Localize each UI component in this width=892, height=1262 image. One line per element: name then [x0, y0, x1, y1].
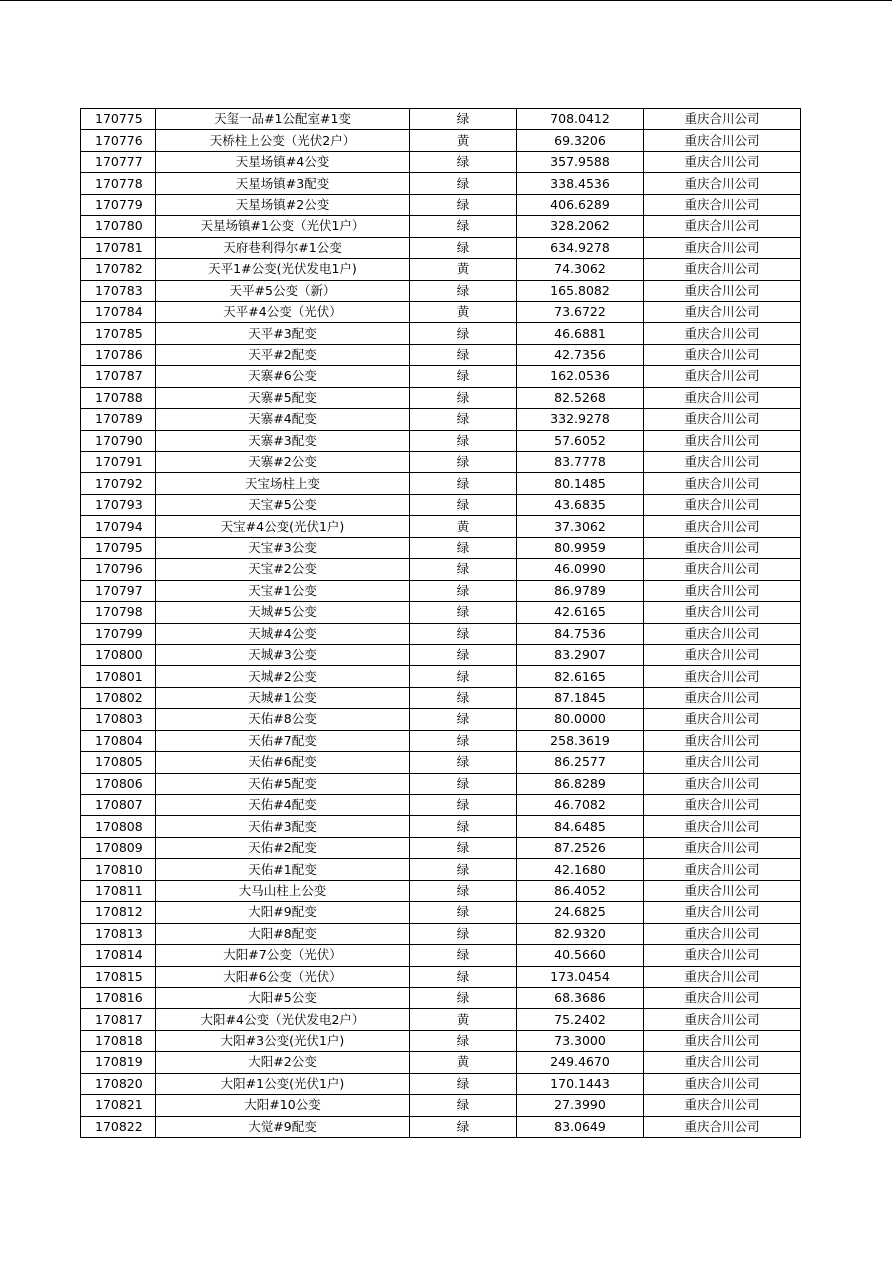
row-name-cell: 天平#3配变: [156, 323, 410, 344]
row-value-cell: 42.7356: [517, 344, 644, 365]
row-id-cell: 170796: [81, 559, 156, 580]
row-company-cell: 重庆合川公司: [644, 945, 801, 966]
table-row: [81, 709, 801, 730]
row-value-cell: 87.1845: [517, 687, 644, 708]
row-company-cell: 重庆合川公司: [644, 752, 801, 773]
row-name-cell: 天宝#1公变: [156, 580, 410, 601]
table-row: [81, 945, 801, 966]
row-id-cell: 170798: [81, 602, 156, 623]
row-name-cell: 天府巷利得尔#1公变: [156, 237, 410, 258]
row-company-cell: 重庆合川公司: [644, 323, 801, 344]
row-company-cell: 重庆合川公司: [644, 516, 801, 537]
table-row: [81, 880, 801, 901]
row-id-cell: 170814: [81, 945, 156, 966]
row-status-color-cell: 绿: [410, 666, 517, 687]
table-row: [81, 301, 801, 322]
row-id-cell: 170801: [81, 666, 156, 687]
row-company-cell: 重庆合川公司: [644, 623, 801, 644]
row-status-color-cell: 绿: [410, 902, 517, 923]
row-name-cell: 大阳#5公变: [156, 987, 410, 1008]
table-row: [81, 602, 801, 623]
table-row: [81, 237, 801, 258]
row-status-color-cell: 绿: [410, 366, 517, 387]
row-status-color-cell: 绿: [410, 859, 517, 880]
row-id-cell: 170803: [81, 709, 156, 730]
row-company-cell: 重庆合川公司: [644, 494, 801, 515]
row-company-cell: 重庆合川公司: [644, 1009, 801, 1030]
row-company-cell: 重庆合川公司: [644, 859, 801, 880]
row-company-cell: 重庆合川公司: [644, 1116, 801, 1137]
row-id-cell: 170820: [81, 1073, 156, 1094]
row-status-color-cell: 绿: [410, 837, 517, 858]
row-name-cell: 天寨#6公变: [156, 366, 410, 387]
table-row: [81, 1030, 801, 1051]
row-id-cell: 170802: [81, 687, 156, 708]
row-company-cell: 重庆合川公司: [644, 1030, 801, 1051]
row-id-cell: 170787: [81, 366, 156, 387]
row-company-cell: 重庆合川公司: [644, 709, 801, 730]
row-value-cell: 634.9278: [517, 237, 644, 258]
row-company-cell: 重庆合川公司: [644, 173, 801, 194]
row-status-color-cell: 绿: [410, 109, 517, 130]
row-value-cell: 73.3000: [517, 1030, 644, 1051]
row-name-cell: 天寨#5配变: [156, 387, 410, 408]
row-status-color-cell: 绿: [410, 280, 517, 301]
row-company-cell: 重庆合川公司: [644, 1073, 801, 1094]
row-value-cell: 83.2907: [517, 644, 644, 665]
row-company-cell: 重庆合川公司: [644, 773, 801, 794]
row-value-cell: 46.6881: [517, 323, 644, 344]
row-company-cell: 重庆合川公司: [644, 559, 801, 580]
row-name-cell: 天桥柱上公变（光伏2户）: [156, 130, 410, 151]
row-company-cell: 重庆合川公司: [644, 259, 801, 280]
row-company-cell: 重庆合川公司: [644, 1052, 801, 1073]
row-status-color-cell: 绿: [410, 987, 517, 1008]
row-id-cell: 170791: [81, 452, 156, 473]
row-value-cell: 74.3062: [517, 259, 644, 280]
table-row: [81, 644, 801, 665]
row-status-color-cell: 绿: [410, 795, 517, 816]
row-value-cell: 82.5268: [517, 387, 644, 408]
row-status-color-cell: 绿: [410, 752, 517, 773]
row-value-cell: 83.0649: [517, 1116, 644, 1137]
row-value-cell: 73.6722: [517, 301, 644, 322]
table-row: [81, 130, 801, 151]
row-id-cell: 170785: [81, 323, 156, 344]
row-company-cell: 重庆合川公司: [644, 880, 801, 901]
row-value-cell: 86.8289: [517, 773, 644, 794]
row-id-cell: 170815: [81, 966, 156, 987]
row-status-color-cell: 绿: [410, 966, 517, 987]
row-status-color-cell: 绿: [410, 602, 517, 623]
table-row: [81, 452, 801, 473]
row-company-cell: 重庆合川公司: [644, 409, 801, 430]
row-name-cell: 天佑#8公变: [156, 709, 410, 730]
row-name-cell: 天佑#3配变: [156, 816, 410, 837]
row-value-cell: 258.3619: [517, 730, 644, 751]
table-row: [81, 730, 801, 751]
row-status-color-cell: 绿: [410, 237, 517, 258]
row-company-cell: 重庆合川公司: [644, 216, 801, 237]
table-body: [81, 109, 801, 1138]
row-name-cell: 天平#5公变（新）: [156, 280, 410, 301]
row-name-cell: 大阳#10公变: [156, 1095, 410, 1116]
table-row: [81, 216, 801, 237]
transformer-table: [80, 108, 801, 1138]
table-row: [81, 987, 801, 1008]
row-value-cell: 42.1680: [517, 859, 644, 880]
row-value-cell: 37.3062: [517, 516, 644, 537]
row-id-cell: 170797: [81, 580, 156, 601]
table-row: [81, 773, 801, 794]
row-value-cell: 708.0412: [517, 109, 644, 130]
row-status-color-cell: 绿: [410, 730, 517, 751]
row-status-color-cell: 绿: [410, 623, 517, 644]
row-status-color-cell: 绿: [410, 559, 517, 580]
row-status-color-cell: 黄: [410, 1009, 517, 1030]
row-name-cell: 天城#5公变: [156, 602, 410, 623]
row-id-cell: 170795: [81, 537, 156, 558]
row-value-cell: 46.0990: [517, 559, 644, 580]
row-value-cell: 332.9278: [517, 409, 644, 430]
row-value-cell: 86.4052: [517, 880, 644, 901]
row-id-cell: 170806: [81, 773, 156, 794]
table-row: [81, 580, 801, 601]
table-row: [81, 516, 801, 537]
row-name-cell: 大阳#7公变（光伏）: [156, 945, 410, 966]
row-company-cell: 重庆合川公司: [644, 837, 801, 858]
row-name-cell: 天玺一品#1公配室#1变: [156, 109, 410, 130]
row-company-cell: 重庆合川公司: [644, 430, 801, 451]
row-id-cell: 170819: [81, 1052, 156, 1073]
row-company-cell: 重庆合川公司: [644, 966, 801, 987]
row-status-color-cell: 绿: [410, 580, 517, 601]
row-value-cell: 338.4536: [517, 173, 644, 194]
row-id-cell: 170779: [81, 194, 156, 215]
row-status-color-cell: 绿: [410, 537, 517, 558]
row-company-cell: 重庆合川公司: [644, 923, 801, 944]
row-status-color-cell: 绿: [410, 923, 517, 944]
row-id-cell: 170822: [81, 1116, 156, 1137]
table-row: [81, 473, 801, 494]
row-status-color-cell: 绿: [410, 1116, 517, 1137]
table-row: [81, 902, 801, 923]
row-value-cell: 27.3990: [517, 1095, 644, 1116]
row-name-cell: 大阳#2公变: [156, 1052, 410, 1073]
table-row: [81, 494, 801, 515]
table-row: [81, 816, 801, 837]
table-row: [81, 1095, 801, 1116]
row-company-cell: 重庆合川公司: [644, 387, 801, 408]
table-row: [81, 173, 801, 194]
row-value-cell: 328.2062: [517, 216, 644, 237]
row-name-cell: 大阳#9配变: [156, 902, 410, 923]
row-name-cell: 大阳#4公变（光伏发电2户）: [156, 1009, 410, 1030]
row-value-cell: 162.0536: [517, 366, 644, 387]
row-value-cell: 75.2402: [517, 1009, 644, 1030]
row-name-cell: 天星场镇#4公变: [156, 151, 410, 172]
row-status-color-cell: 绿: [410, 945, 517, 966]
row-status-color-cell: 绿: [410, 151, 517, 172]
row-name-cell: 大阳#1公变(光伏1户): [156, 1073, 410, 1094]
row-name-cell: 天宝#3公变: [156, 537, 410, 558]
row-value-cell: 82.6165: [517, 666, 644, 687]
table-row: [81, 923, 801, 944]
table-row: [81, 687, 801, 708]
row-status-color-cell: 黄: [410, 259, 517, 280]
row-value-cell: 80.9959: [517, 537, 644, 558]
table-row: [81, 409, 801, 430]
row-id-cell: 170784: [81, 301, 156, 322]
row-id-cell: 170790: [81, 430, 156, 451]
row-company-cell: 重庆合川公司: [644, 580, 801, 601]
row-company-cell: 重庆合川公司: [644, 987, 801, 1008]
row-id-cell: 170812: [81, 902, 156, 923]
row-value-cell: 80.0000: [517, 709, 644, 730]
row-company-cell: 重庆合川公司: [644, 151, 801, 172]
row-company-cell: 重庆合川公司: [644, 237, 801, 258]
row-company-cell: 重庆合川公司: [644, 644, 801, 665]
row-name-cell: 天平#2配变: [156, 344, 410, 365]
table-row: [81, 1009, 801, 1030]
row-id-cell: 170789: [81, 409, 156, 430]
row-id-cell: 170808: [81, 816, 156, 837]
row-status-color-cell: 绿: [410, 1095, 517, 1116]
row-id-cell: 170781: [81, 237, 156, 258]
row-value-cell: 84.6485: [517, 816, 644, 837]
row-value-cell: 24.6825: [517, 902, 644, 923]
row-name-cell: 大觉#9配变: [156, 1116, 410, 1137]
row-company-cell: 重庆合川公司: [644, 602, 801, 623]
row-company-cell: 重庆合川公司: [644, 666, 801, 687]
row-status-color-cell: 黄: [410, 1052, 517, 1073]
row-name-cell: 天星场镇#1公变（光伏1户）: [156, 216, 410, 237]
row-id-cell: 170821: [81, 1095, 156, 1116]
row-name-cell: 大阳#8配变: [156, 923, 410, 944]
row-company-cell: 重庆合川公司: [644, 130, 801, 151]
row-company-cell: 重庆合川公司: [644, 730, 801, 751]
table-row: [81, 430, 801, 451]
row-status-color-cell: 绿: [410, 644, 517, 665]
row-name-cell: 天城#2公变: [156, 666, 410, 687]
row-value-cell: 42.6165: [517, 602, 644, 623]
row-value-cell: 87.2526: [517, 837, 644, 858]
table-row: [81, 344, 801, 365]
row-company-cell: 重庆合川公司: [644, 795, 801, 816]
row-id-cell: 170794: [81, 516, 156, 537]
row-name-cell: 大阳#3公变(光伏1户): [156, 1030, 410, 1051]
page-top-border: [0, 0, 892, 1]
row-id-cell: 170811: [81, 880, 156, 901]
row-status-color-cell: 绿: [410, 409, 517, 430]
row-status-color-cell: 绿: [410, 1030, 517, 1051]
row-name-cell: 天佑#4配变: [156, 795, 410, 816]
row-status-color-cell: 绿: [410, 709, 517, 730]
row-name-cell: 天佑#7配变: [156, 730, 410, 751]
row-status-color-cell: 绿: [410, 323, 517, 344]
row-id-cell: 170776: [81, 130, 156, 151]
row-id-cell: 170804: [81, 730, 156, 751]
row-id-cell: 170813: [81, 923, 156, 944]
row-value-cell: 69.3206: [517, 130, 644, 151]
row-value-cell: 57.6052: [517, 430, 644, 451]
row-id-cell: 170818: [81, 1030, 156, 1051]
table-row: [81, 1052, 801, 1073]
table-row: [81, 666, 801, 687]
row-status-color-cell: 绿: [410, 194, 517, 215]
row-value-cell: 406.6289: [517, 194, 644, 215]
row-name-cell: 大马山柱上公变: [156, 880, 410, 901]
row-status-color-cell: 绿: [410, 494, 517, 515]
row-id-cell: 170777: [81, 151, 156, 172]
row-company-cell: 重庆合川公司: [644, 280, 801, 301]
table-row: [81, 966, 801, 987]
row-name-cell: 天城#3公变: [156, 644, 410, 665]
row-name-cell: 天佑#2配变: [156, 837, 410, 858]
row-value-cell: 165.8082: [517, 280, 644, 301]
row-name-cell: 天佑#6配变: [156, 752, 410, 773]
table-row: [81, 194, 801, 215]
row-name-cell: 天城#1公变: [156, 687, 410, 708]
row-company-cell: 重庆合川公司: [644, 452, 801, 473]
row-value-cell: 46.7082: [517, 795, 644, 816]
table-row: [81, 259, 801, 280]
table-row: [81, 752, 801, 773]
row-name-cell: 天寨#2公变: [156, 452, 410, 473]
table-row: [81, 323, 801, 344]
row-name-cell: 天星场镇#3配变: [156, 173, 410, 194]
row-id-cell: 170782: [81, 259, 156, 280]
row-value-cell: 82.9320: [517, 923, 644, 944]
row-id-cell: 170783: [81, 280, 156, 301]
table-row: [81, 859, 801, 880]
row-value-cell: 173.0454: [517, 966, 644, 987]
row-status-color-cell: 绿: [410, 816, 517, 837]
row-status-color-cell: 绿: [410, 773, 517, 794]
row-name-cell: 天平1#公变(光伏发电1户): [156, 259, 410, 280]
table-row: [81, 280, 801, 301]
row-name-cell: 天宝#2公变: [156, 559, 410, 580]
table-row: [81, 795, 801, 816]
table-row: [81, 109, 801, 130]
row-name-cell: 天宝场柱上变: [156, 473, 410, 494]
row-status-color-cell: 黄: [410, 130, 517, 151]
row-status-color-cell: 绿: [410, 344, 517, 365]
row-id-cell: 170793: [81, 494, 156, 515]
row-value-cell: 357.9588: [517, 151, 644, 172]
row-name-cell: 天星场镇#2公变: [156, 194, 410, 215]
table-row: [81, 151, 801, 172]
table-row: [81, 559, 801, 580]
row-value-cell: 84.7536: [517, 623, 644, 644]
row-status-color-cell: 黄: [410, 516, 517, 537]
row-value-cell: 249.4670: [517, 1052, 644, 1073]
row-company-cell: 重庆合川公司: [644, 687, 801, 708]
row-status-color-cell: 绿: [410, 173, 517, 194]
row-name-cell: 天宝#4公变(光伏1户): [156, 516, 410, 537]
row-name-cell: 天平#4公变（光伏）: [156, 301, 410, 322]
row-company-cell: 重庆合川公司: [644, 301, 801, 322]
row-status-color-cell: 绿: [410, 880, 517, 901]
table-row: [81, 1116, 801, 1137]
row-name-cell: 天寨#4配变: [156, 409, 410, 430]
row-id-cell: 170805: [81, 752, 156, 773]
row-id-cell: 170792: [81, 473, 156, 494]
row-name-cell: 天佑#1配变: [156, 859, 410, 880]
row-status-color-cell: 黄: [410, 301, 517, 322]
row-id-cell: 170809: [81, 837, 156, 858]
row-status-color-cell: 绿: [410, 452, 517, 473]
row-id-cell: 170786: [81, 344, 156, 365]
row-status-color-cell: 绿: [410, 216, 517, 237]
row-company-cell: 重庆合川公司: [644, 537, 801, 558]
row-id-cell: 170788: [81, 387, 156, 408]
row-value-cell: 86.9789: [517, 580, 644, 601]
row-id-cell: 170775: [81, 109, 156, 130]
row-name-cell: 天城#4公变: [156, 623, 410, 644]
row-id-cell: 170810: [81, 859, 156, 880]
row-status-color-cell: 绿: [410, 687, 517, 708]
row-company-cell: 重庆合川公司: [644, 109, 801, 130]
table-row: [81, 623, 801, 644]
row-name-cell: 天宝#5公变: [156, 494, 410, 515]
row-name-cell: 天寨#3配变: [156, 430, 410, 451]
row-status-color-cell: 绿: [410, 387, 517, 408]
row-value-cell: 86.2577: [517, 752, 644, 773]
row-company-cell: 重庆合川公司: [644, 902, 801, 923]
row-status-color-cell: 绿: [410, 430, 517, 451]
row-company-cell: 重庆合川公司: [644, 194, 801, 215]
row-status-color-cell: 绿: [410, 1073, 517, 1094]
row-company-cell: 重庆合川公司: [644, 344, 801, 365]
row-id-cell: 170778: [81, 173, 156, 194]
row-company-cell: 重庆合川公司: [644, 816, 801, 837]
table-row: [81, 837, 801, 858]
table-row: [81, 366, 801, 387]
row-id-cell: 170807: [81, 795, 156, 816]
table-row: [81, 537, 801, 558]
row-value-cell: 83.7778: [517, 452, 644, 473]
row-id-cell: 170816: [81, 987, 156, 1008]
row-value-cell: 80.1485: [517, 473, 644, 494]
row-value-cell: 40.5660: [517, 945, 644, 966]
row-id-cell: 170800: [81, 644, 156, 665]
row-id-cell: 170780: [81, 216, 156, 237]
row-company-cell: 重庆合川公司: [644, 366, 801, 387]
row-id-cell: 170799: [81, 623, 156, 644]
row-name-cell: 大阳#6公变（光伏）: [156, 966, 410, 987]
row-value-cell: 43.6835: [517, 494, 644, 515]
row-id-cell: 170817: [81, 1009, 156, 1030]
table-row: [81, 387, 801, 408]
row-value-cell: 170.1443: [517, 1073, 644, 1094]
row-status-color-cell: 绿: [410, 473, 517, 494]
row-value-cell: 68.3686: [517, 987, 644, 1008]
row-company-cell: 重庆合川公司: [644, 473, 801, 494]
row-name-cell: 天佑#5配变: [156, 773, 410, 794]
row-company-cell: 重庆合川公司: [644, 1095, 801, 1116]
table-row: [81, 1073, 801, 1094]
